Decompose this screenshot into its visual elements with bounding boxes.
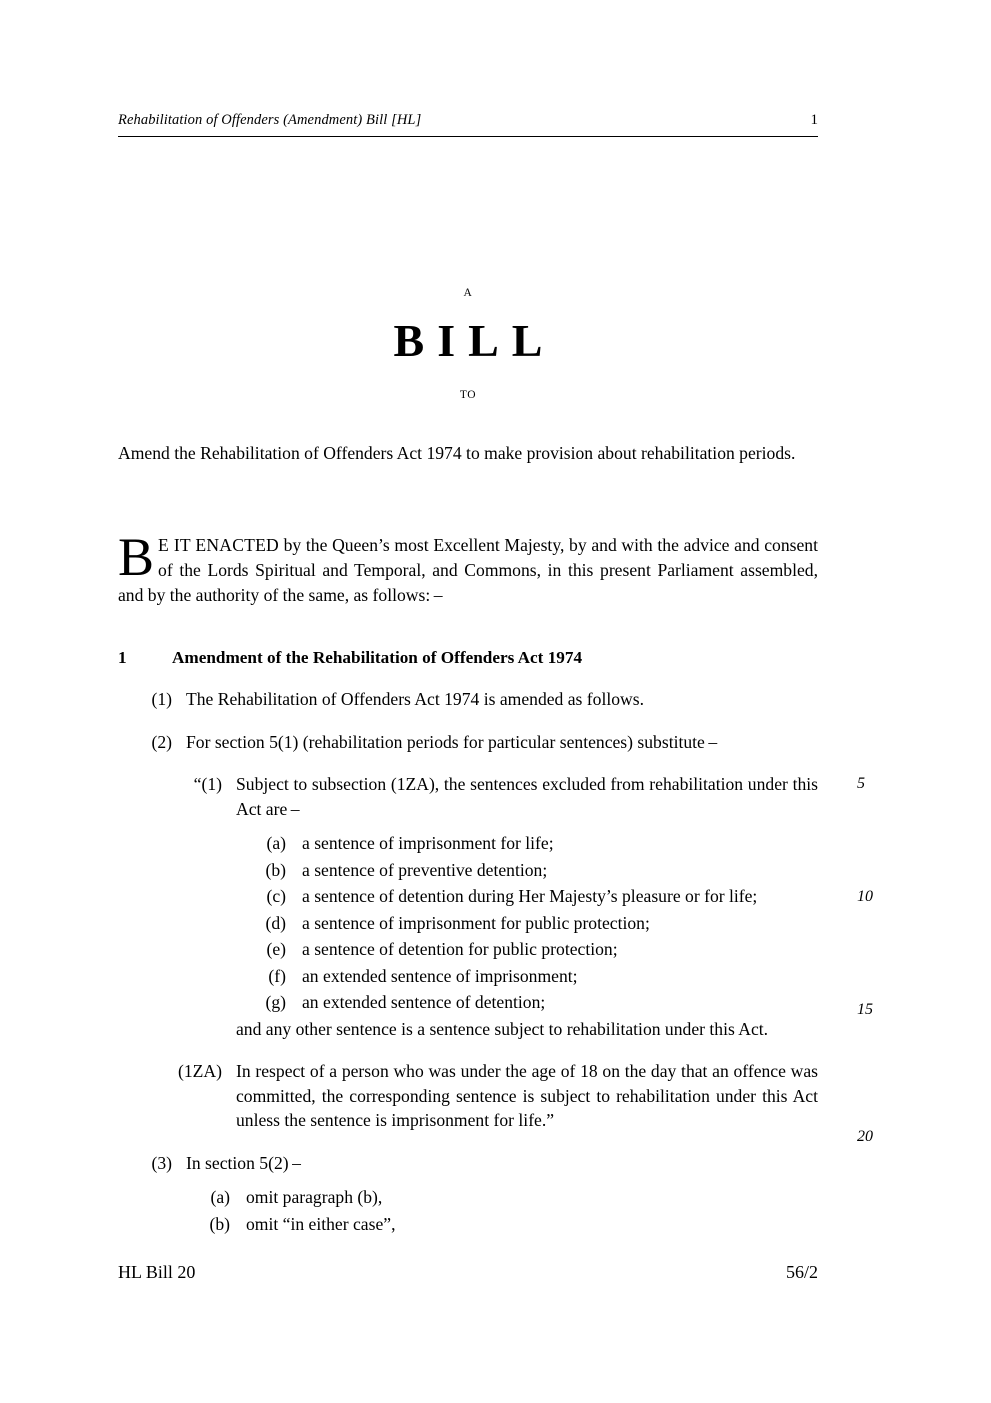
header-page-number: 1 bbox=[810, 112, 818, 128]
title-to-word: TO bbox=[459, 388, 477, 401]
subsection-2-text: For section 5(1) (rehabilitation periods for particular sentences) substitute – bbox=[186, 731, 718, 752]
subsection-3-paragraph-a-text: omit paragraph (b), bbox=[246, 1187, 383, 1207]
line-number-15: 15 bbox=[857, 1001, 873, 1018]
subsection-1-text: The Rehabilitation of Offenders Act 1974 is amended as follows. bbox=[186, 689, 644, 709]
quoted-paragraph-d-label: (d) bbox=[265, 912, 286, 933]
subsection-3-paragraph-b-text: omit “in either case”, bbox=[246, 1213, 396, 1234]
clause-title: Amendment of the Rehabilitation of Offenders Act 1974 bbox=[172, 648, 583, 667]
subsection-3-paragraph-b-label: (b) bbox=[209, 1213, 230, 1234]
title-article: A bbox=[463, 287, 473, 299]
quoted-paragraph-g-text: an extended sentence of detention; bbox=[302, 992, 546, 1012]
quoted-paragraph-d-text: a sentence of imprisonment for public protection; bbox=[302, 912, 650, 933]
quoted-paragraph-f-label: (f) bbox=[268, 965, 286, 986]
enacting-smallcaps: E IT ENACTED bbox=[158, 535, 279, 555]
long-title: Amend the Rehabilitation of Offenders Act 1974 to make provision about rehabilitation periods. bbox=[118, 443, 796, 463]
subsection-3-label: (3) bbox=[151, 1152, 172, 1173]
clause-number: 1 bbox=[118, 648, 127, 667]
quoted-subsection-1za-text: In respect of a person who was under the age of 18 on the day that an offence was committed, the corresponding sentence is subject to rehabilitation under this Act unless the sentence is imprisonment for life.” bbox=[236, 1061, 818, 1130]
line-number-5: 5 bbox=[857, 775, 865, 792]
quoted-paragraph-c-text: a sentence of detention during Her Majesty’s pleasure or for life; bbox=[302, 886, 758, 906]
enacting-text: by the Queen’s most Excellent Majesty, by and with the advice and consent of the Lords Spiritual and Temporal, and Commons, in this present Parliament assembled, and by the authority of the same, as follows: – bbox=[118, 535, 818, 605]
header-bill-title: Rehabilitation of Offenders (Amendment) Bill [HL] bbox=[118, 112, 422, 128]
quoted-paragraph-e-text: a sentence of detention for public protection; bbox=[302, 939, 618, 959]
quoted-subsection-1-label: “(1) bbox=[193, 774, 222, 794]
subsection-3-text: In section 5(2) – bbox=[186, 1152, 301, 1173]
subsection-3-paragraph-a-label: (a) bbox=[210, 1187, 230, 1207]
line-number-20: 20 bbox=[857, 1128, 873, 1145]
subsection-1-label: (1) bbox=[151, 689, 172, 709]
footer-bill-reference: HL Bill 20 bbox=[118, 1262, 196, 1282]
quoted-paragraph-g-label: (g) bbox=[265, 992, 286, 1012]
page-footer bbox=[118, 1262, 818, 1283]
quoted-paragraph-b-text: a sentence of preventive detention; bbox=[302, 859, 548, 880]
quoted-paragraph-a-text: a sentence of imprisonment for life; bbox=[302, 833, 554, 853]
footer-print-reference: 56/2 bbox=[785, 1262, 818, 1282]
quoted-paragraph-f-text: an extended sentence of imprisonment; bbox=[302, 965, 578, 986]
title-bill-word: BILL bbox=[393, 314, 556, 366]
enacting-dropcap: B bbox=[118, 527, 155, 587]
quoted-paragraph-c-label: (c) bbox=[266, 886, 286, 906]
quoted-paragraph-a-label: (a) bbox=[266, 833, 286, 853]
quoted-paragraph-e-label: (e) bbox=[266, 939, 286, 959]
line-number-10: 10 bbox=[857, 888, 873, 905]
subsection-2-label: (2) bbox=[151, 731, 172, 752]
quoted-subsection-1-text: Subject to subsection (1ZA), the sentences excluded from rehabilitation under this Act are – bbox=[236, 774, 818, 819]
quoted-paragraph-b-label: (b) bbox=[265, 859, 286, 880]
quoted-subsection-1za-label: (1ZA) bbox=[178, 1061, 222, 1081]
quoted-closing-text: and any other sentence is a sentence subject to rehabilitation under this Act. bbox=[236, 1018, 769, 1039]
